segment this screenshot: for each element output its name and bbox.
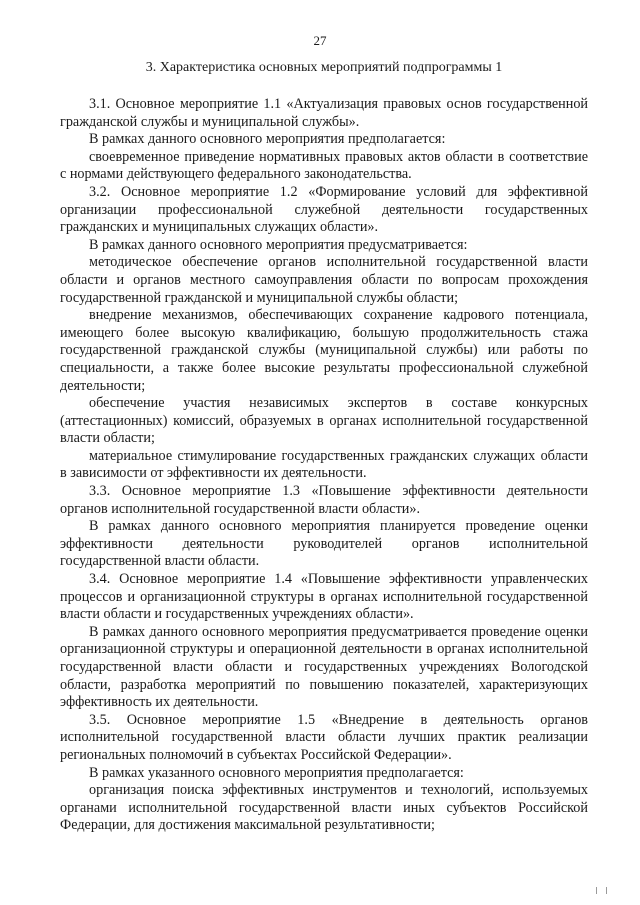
paragraph: своевременное приведение нормативных правовых актов области в соответствие с нормами действующего федерального законодательства.: [60, 148, 588, 183]
paragraph: В рамках указанного основного мероприятия предполагается:: [89, 764, 464, 781]
paragraph: В рамках данного основного мероприятия планируется проведение оценки эффективности деятельности руководителей органов исполнительной государственной власти области.: [60, 518, 588, 570]
paragraph: материальное стимулирование государственных гражданских служащих области в зависимости от эффективности их деятельности.: [60, 447, 588, 482]
paragraph-3-4: 3.4. Основное мероприятие 1.4 «Повышение эффективности управленческих процессов и организационной структуры в органах исполнительной государственной власти области и государственных учреждениях области».: [60, 571, 588, 623]
scan-mark: [594, 887, 612, 895]
paragraph-3-3: 3.3. Основное мероприятие 1.3 «Повышение эффективности деятельности органов исполнительной государственной власти области».: [60, 483, 588, 517]
paragraph: организация поиска эффективных инструментов и технологий, используемых органами исполнительной государственной власти иных субъектов Российской Федерации, для достижения максимальной результативности;: [60, 782, 588, 834]
paragraph-3-2: 3.2. Основное мероприятие 1.2 «Формирование условий для эффективной организации профессиональной служебной деятельности государственных гражданских и муниципальных служащих области».: [60, 183, 588, 236]
paragraph: внедрение механизмов, обеспечивающих сохранение кадрового потенциала, имеющего более высокую квалификацию, большую продолжительность стажа государственной гражданской службы (муниципальной службы) или работы по специальности, а также более высокие результаты профессиональной служебной деятельности;: [60, 307, 588, 394]
page-number: 27: [313, 33, 327, 48]
paragraph-3-5: 3.5. Основное мероприятие 1.5 «Внедрение в деятельность органов исполнительной государственной власти области лучших практик реализации региональных полномочий в субъектах Российской Федерации».: [60, 711, 588, 763]
paragraph: В рамках данного основного мероприятия предусматривается проведение оценки организационной структуры и операционной деятельности в органах исполнительной государственной власти области и государственных учреждениях Вологодской области, разработка мероприятий по повышению показателей, характеризующих эффективность их деятельности.: [60, 623, 588, 711]
paragraph-3-1: 3.1. Основное мероприятие 1.1 «Актуализация правовых основ государственной гражданской службы и муниципальной службы».: [60, 96, 588, 130]
paragraph: В рамках данного основного мероприятия предусматривается:: [89, 236, 468, 253]
document-body: [60, 96, 588, 835]
paragraph: методическое обеспечение органов исполнительной государственной власти области и органов местного самоуправления области по вопросам прохождения государственной гражданской и муниципальной службы области;: [60, 254, 588, 306]
paragraph: обеспечение участия независимых экспертов в составе конкурсных (аттестационных) комиссий, образуемых в органах исполнительной государственной власти области;: [60, 395, 588, 447]
paragraph: В рамках данного основного мероприятия предполагается:: [89, 131, 446, 148]
section-heading: 3. Характеристика основных мероприятий подпрограммы 1: [145, 60, 503, 75]
